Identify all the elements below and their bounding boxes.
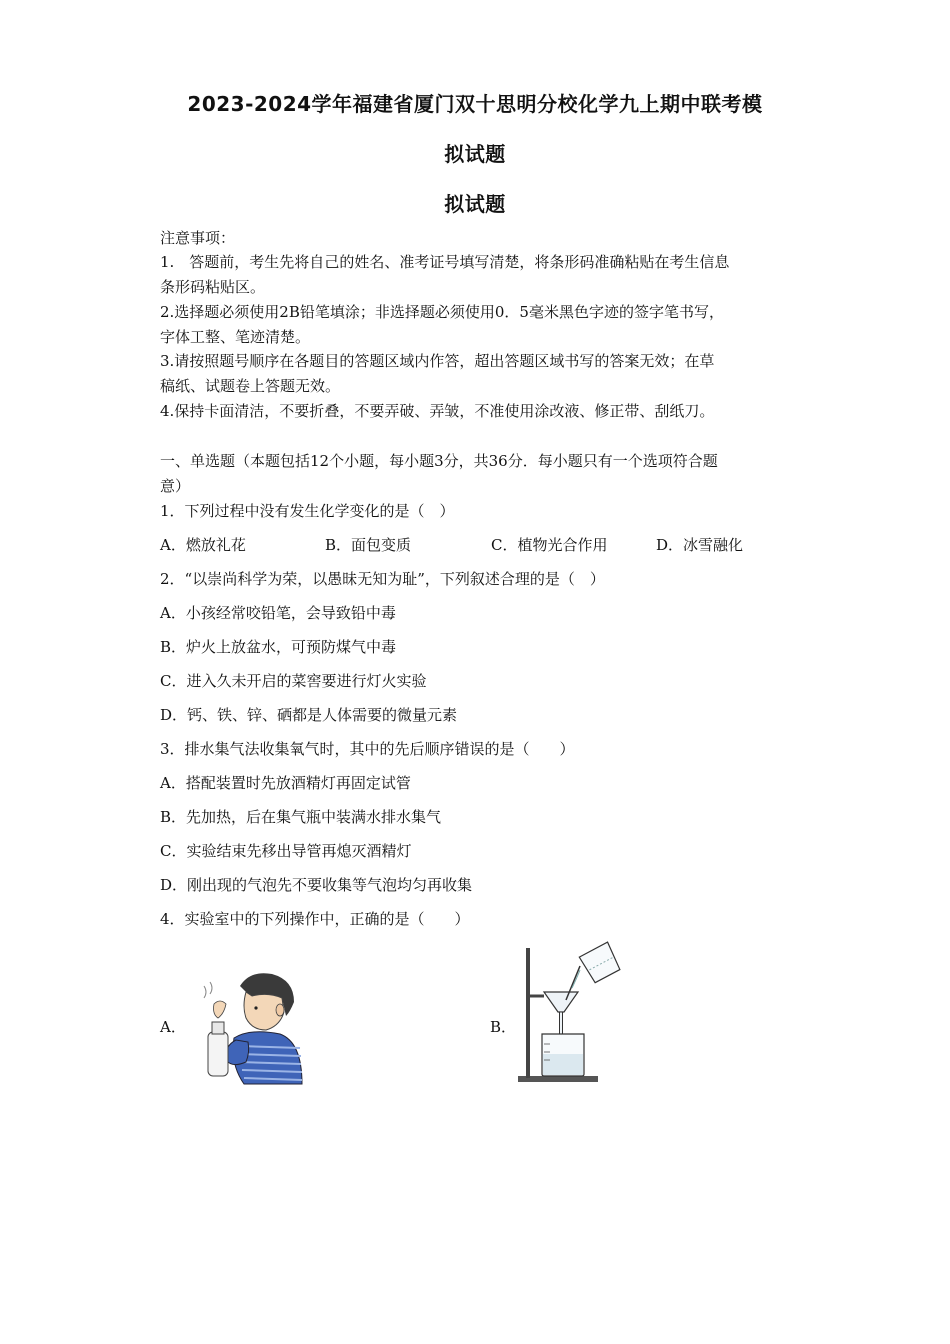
q3-option-b: B．先加热，后在集气瓶中装满水排水集气 xyxy=(160,808,442,826)
q3-stem: 3．排水集气法收集氧气时，其中的先后顺序错误的是（ ） xyxy=(160,740,575,758)
notice-item-1b: 条形码粘贴区。 xyxy=(160,278,266,296)
q1-option-a: A．燃放礼花 xyxy=(160,536,246,554)
q1-option-c: C．植物光合作用 xyxy=(491,536,608,554)
q4-option-b-label: B． xyxy=(490,1018,517,1036)
q1-stem: 1．下列过程中没有发生化学变化的是（ ） xyxy=(160,502,455,520)
notice-item-3a: 3.请按照题号顺序在各题目的答题区域内作答，超出答题区域书写的答案无效；在草 xyxy=(160,352,715,370)
notice-heading: 注意事项： xyxy=(160,229,236,247)
q2-option-c: C．进入久未开启的菜窖要进行灯火实验 xyxy=(160,672,427,690)
q1-option-d: D．冰雪融化 xyxy=(656,536,744,554)
q2-option-b: B．炉火上放盆水，可预防煤气中毒 xyxy=(160,638,397,656)
q4-stem: 4．实验室中的下列操作中，正确的是（ ） xyxy=(160,910,470,928)
q4-option-a-label: A． xyxy=(160,1018,186,1036)
notice-item-1a: 1. 答题前，考生先将自己的姓名、准考证号填写清楚，将条形码准确粘贴在考生信息 xyxy=(160,253,730,271)
q1-option-b: B．面包变质 xyxy=(325,536,412,554)
filtration-apparatus-illustration xyxy=(514,940,626,1086)
section-heading: 一、单选题（本题包括12个小题，每小题3分，共36分．每小题只有一个选项符合题 xyxy=(160,452,718,470)
exam-title-line3: 拟试题 xyxy=(444,192,506,216)
q3-option-d: D．刚出现的气泡先不要收集等气泡均匀再收集 xyxy=(160,876,473,894)
notice-item-4: 4.保持卡面清洁，不要折叠，不要弄破、弄皱，不准使用涂改液、修正带、刮纸刀。 xyxy=(160,402,715,420)
q1-options xyxy=(160,535,800,555)
q3-option-c: C．实验结束先移出导管再熄灭酒精灯 xyxy=(160,842,412,860)
q2-option-d: D．钙、铁、锌、硒都是人体需要的微量元素 xyxy=(160,706,458,724)
notice-item-3b: 稿纸、试题卷上答题无效。 xyxy=(160,377,341,395)
person-smelling-bottle-illustration xyxy=(190,968,310,1084)
q3-option-a: A．搭配装置时先放酒精灯再固定试管 xyxy=(160,774,411,792)
exam-title-line1: 2023-2024学年福建省厦门双十思明分校化学九上期中联考模 xyxy=(187,92,763,116)
q2-stem: 2．“以崇尚科学为荣，以愚昧无知为耻”，下列叙述合理的是（ ） xyxy=(160,570,605,588)
section-heading-cont: 意） xyxy=(160,477,191,495)
q2-option-a: A．小孩经常咬铅笔，会导致铅中毒 xyxy=(160,604,396,622)
notice-item-2b: 字体工整、笔迹清楚。 xyxy=(160,328,311,346)
notice-item-2a: 2.选择题必须使用2B铅笔填涂；非选择题必须使用0．5毫米黑色字迹的签字笔书写， xyxy=(160,303,724,321)
exam-title-line2: 拟试题 xyxy=(444,142,506,166)
